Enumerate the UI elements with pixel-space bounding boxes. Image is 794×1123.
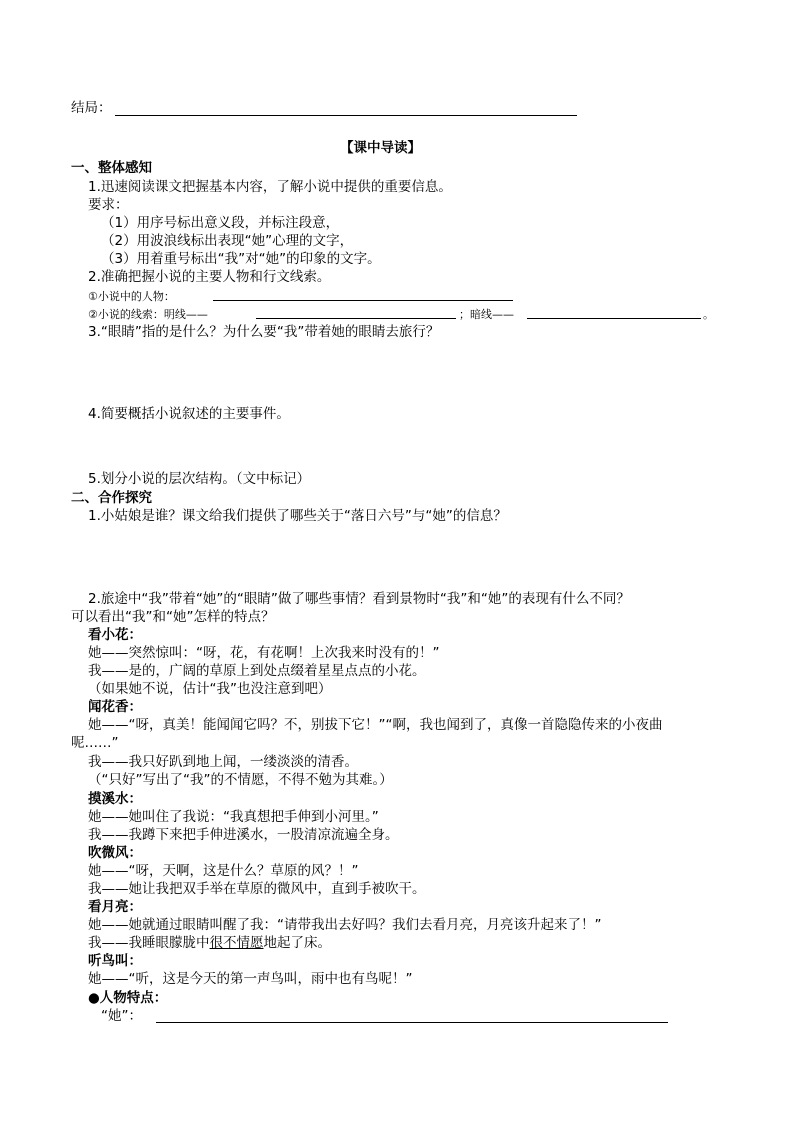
- heading-see-moon: 看月亮：: [88, 899, 142, 915]
- section-title: 【课中导读】: [340, 140, 421, 156]
- smell-her-line1: 她——“呀，真美！能闻闻它吗？不，别拔下它！”“啊，我也闻到了，真像一首隐隐传来的小夜曲: [88, 717, 663, 733]
- part1-q4: 4.简要概括小说叙述的主要事件。: [88, 406, 290, 422]
- moon-me-prefix: 我——我睡眼朦胧中: [88, 935, 210, 951]
- part1-q2: 2.准确把握小说的主要人物和行文线索。: [88, 269, 331, 285]
- characters-answer-line: [213, 300, 513, 301]
- part2-q2-line1: 2.旅途中“我”带着“她”的“眼睛”做了哪些事情？看到景物时“我”和“她”的表现有什么不同？: [88, 591, 630, 607]
- smell-note: （“只好”写出了“我”的不情愿，不得不勉为其难。）: [88, 772, 393, 788]
- part2-q1: 1.小姑娘是谁？课文给我们提供了哪些关于“落日六号”与“她”的信息？: [88, 508, 507, 524]
- ending-answer-line: [115, 115, 577, 116]
- part1-heading: 一、整体感知: [71, 160, 152, 176]
- part2-heading: 二、合作探究: [71, 490, 152, 506]
- part1-q3: 3.“眼睛”指的是什么？为什么要“我”带着她的眼睛去旅行？: [88, 324, 440, 340]
- heading-character-traits: ●人物特点：: [88, 990, 168, 1006]
- moon-me: [88, 934, 331, 952]
- traits-her-label: “她”：: [101, 1008, 142, 1024]
- explicit-clue-line: [256, 318, 456, 319]
- flower-me: 我——是的，广阔的草原上到处点缀着星星点点的小花。: [88, 663, 426, 679]
- heading-smell-flower: 闻花香：: [88, 699, 142, 715]
- requirement-1: （1）用序号标出意义段，并标注段意，: [101, 215, 340, 231]
- flower-note: （如果她不说，估计“我”也没注意到吧）: [88, 681, 332, 697]
- water-her: 她——她叫住了我说：“我真想把手伸到小河里。”: [88, 809, 379, 825]
- water-me: 我——我蹲下来把手伸进溪水，一股清凉流遍全身。: [88, 827, 399, 843]
- part2-q2-line2: 可以看出“我”和“她”怎样的特点？: [71, 609, 275, 625]
- heading-breeze: 吹微风：: [88, 845, 142, 861]
- moon-her: 她——她就通过眼睛叫醒了我：“请带我出去好吗？我们去看月亮，月亮该升起来了！”: [88, 917, 602, 933]
- wind-me: 我——她让我把双手举在草原的微风中，直到手被吹干。: [88, 881, 426, 897]
- smell-her-line2: 呢……”: [71, 735, 119, 751]
- moon-me-underlined: 很不情愿: [209, 935, 264, 951]
- moon-me-suffix: 地起了床。: [263, 935, 331, 951]
- requirement-3: （3）用着重号标出“我”对“她”的印象的文字。: [101, 251, 381, 267]
- characters-label: ①小说中的人物：: [88, 290, 175, 303]
- heading-hear-bird: 听鸟叫：: [88, 953, 142, 969]
- bird-her: 她——“听，这是今天的第一声鸟叫，雨中也有鸟呢！”: [88, 971, 413, 987]
- part1-q5: 5.划分小说的层次结构。（文中标记）: [88, 471, 311, 487]
- clue-label: ②小说的线索：明线——: [88, 308, 208, 321]
- requirement-2: （2）用波浪线标出表现“她”心理的文字，: [101, 233, 354, 249]
- ending-label: 结局：: [71, 100, 112, 116]
- implicit-clue-label: ；暗线——: [459, 308, 514, 321]
- implicit-clue-line: [527, 318, 701, 319]
- traits-her-answer-line: [156, 1022, 668, 1023]
- clue-end-mark: 。: [703, 308, 714, 321]
- wind-her: 她——“呀，天啊，这是什么？草原的风？！”: [88, 863, 359, 879]
- smell-me: 我——我只好趴到地上闻，一缕淡淡的清香。: [88, 754, 358, 770]
- heading-see-flower: 看小花：: [88, 627, 142, 643]
- flower-her: 她——突然惊叫：“呀，花，有花啊！上次我来时没有的！”: [88, 645, 440, 661]
- heading-touch-water: 摸溪水：: [88, 791, 142, 807]
- part1-q1: 1.迅速阅读课文把握基本内容，了解小说中提供的重要信息。: [88, 179, 452, 195]
- requirements-label: 要求：: [88, 197, 129, 213]
